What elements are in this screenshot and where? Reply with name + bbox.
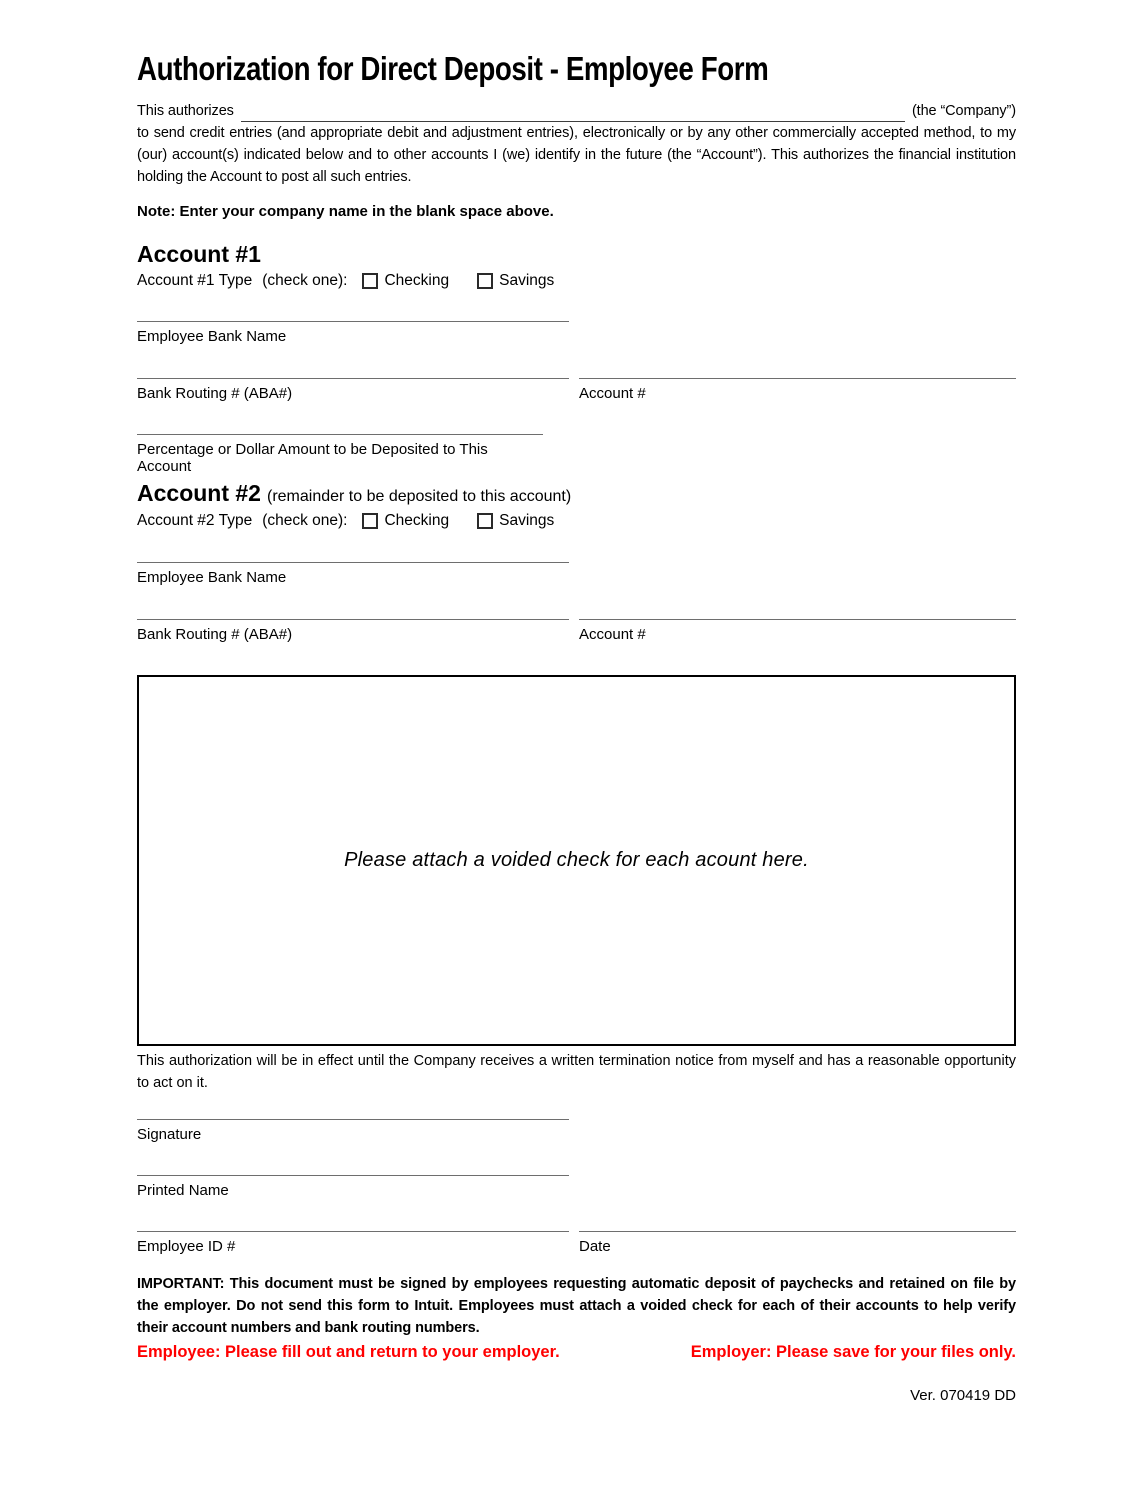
account2-savings-checkbox[interactable]	[477, 513, 493, 529]
account1-percentage-input[interactable]	[137, 423, 543, 435]
voided-check-instruction: Please attach a voided check for each acount here.	[344, 849, 809, 871]
account1-heading-text: Account #1	[137, 241, 261, 267]
company-name-row	[137, 100, 1016, 122]
account2-bank-name-input[interactable]	[137, 551, 569, 563]
signature-input[interactable]	[137, 1108, 569, 1120]
account1-routing-label: Bank Routing # (ABA#)	[137, 385, 293, 402]
account1-checking-checkbox[interactable]	[362, 273, 378, 289]
company-name-input[interactable]	[241, 105, 905, 122]
employee-id-input[interactable]	[137, 1220, 569, 1232]
printed-name-input[interactable]	[137, 1164, 569, 1176]
employer-instruction: Employer: Please save for your files only.	[690, 1343, 1016, 1361]
account1-heading	[137, 241, 1016, 268]
account2-routing-field	[137, 608, 569, 643]
account2-bank-name-field	[137, 551, 569, 586]
date-input[interactable]	[579, 1220, 1016, 1232]
authorizes-prefix: This authorizes	[137, 103, 234, 119]
signature-field	[137, 1108, 569, 1143]
account1-bank-name-field	[137, 310, 569, 345]
date-label: Date	[579, 1238, 611, 1255]
date-field	[579, 1220, 1016, 1255]
account2-number-field	[579, 608, 1016, 643]
intro-paragraph	[137, 100, 1016, 188]
account2-checking-checkbox[interactable]	[362, 513, 378, 529]
account2-heading	[137, 480, 1016, 507]
account1-checking-label: Checking	[384, 272, 450, 289]
account2-number-label: Account #	[579, 626, 646, 643]
account1-routing-field	[137, 367, 569, 402]
account1-bank-name-input[interactable]	[137, 310, 569, 322]
account1-percentage-field	[137, 423, 543, 475]
company-name-note: Note: Enter your company name in the blank space above.	[137, 203, 554, 220]
account2-savings-label: Savings	[499, 512, 555, 529]
page-title: Authorization for Direct Deposit - Employee Form	[137, 50, 769, 87]
account1-number-input[interactable]	[579, 367, 1016, 379]
employee-instruction: Employee: Please fill out and return to your employer.	[137, 1343, 560, 1361]
company-suffix: (the “Company”)	[911, 103, 1016, 119]
important-paragraph: IMPORTANT: This document must be signed by employees requesting automatic deposit of paychecks and retained on file by the employer. Do not send this form to Intuit. Employees must attach a voided check for each of their accounts to help verify their account numbers and bank routing numbers.	[137, 1276, 1016, 1336]
account1-savings-label: Savings	[499, 272, 555, 289]
employee-id-label: Employee ID #	[137, 1238, 236, 1255]
employee-id-field	[137, 1220, 569, 1255]
account2-type-label: Account #2 Type	[137, 512, 253, 529]
printed-name-field	[137, 1164, 569, 1199]
footer-instructions-row	[137, 1343, 1016, 1362]
intro-body: to send credit entries (and appropriate debit and adjustment entries), electronically or by any other commercially accepted method, to my (our) account(s) indicated below and to other accounts I (we) identify in the future (the “Account”). This authorizes the financial institution holding the Account to post all such entries.	[137, 125, 1016, 185]
account2-heading-text: Account #2	[137, 480, 261, 506]
account2-heading-note: (remainder to be deposited to this account)	[266, 488, 572, 505]
account2-routing-input[interactable]	[137, 608, 569, 620]
account1-bank-name-label: Employee Bank Name	[137, 328, 287, 345]
account1-percentage-label: Percentage or Dollar Amount to be Deposited to This Account	[137, 441, 488, 475]
voided-check-attach-area	[137, 675, 1016, 1046]
printed-name-label: Printed Name	[137, 1182, 229, 1199]
account1-type-label: Account #1 Type	[137, 272, 253, 289]
account1-number-field	[579, 367, 1016, 402]
account2-check-one-label: (check one):	[262, 512, 348, 529]
signature-label: Signature	[137, 1126, 202, 1143]
account2-number-input[interactable]	[579, 608, 1016, 620]
account1-routing-input[interactable]	[137, 367, 569, 379]
termination-paragraph: This authorization will be in effect until the Company receives a written termination notice from myself and has a reasonable opportunity to act on it.	[137, 1053, 1016, 1091]
account2-bank-name-label: Employee Bank Name	[137, 569, 287, 586]
account1-check-one-label: (check one):	[262, 272, 348, 289]
account1-number-label: Account #	[579, 385, 646, 402]
account2-checking-label: Checking	[384, 512, 450, 529]
account2-type-row	[137, 512, 1016, 530]
version-label: Ver. 070419 DD	[910, 1387, 1016, 1404]
account1-type-row	[137, 272, 1016, 290]
account1-savings-checkbox[interactable]	[477, 273, 493, 289]
account2-routing-label: Bank Routing # (ABA#)	[137, 626, 293, 643]
